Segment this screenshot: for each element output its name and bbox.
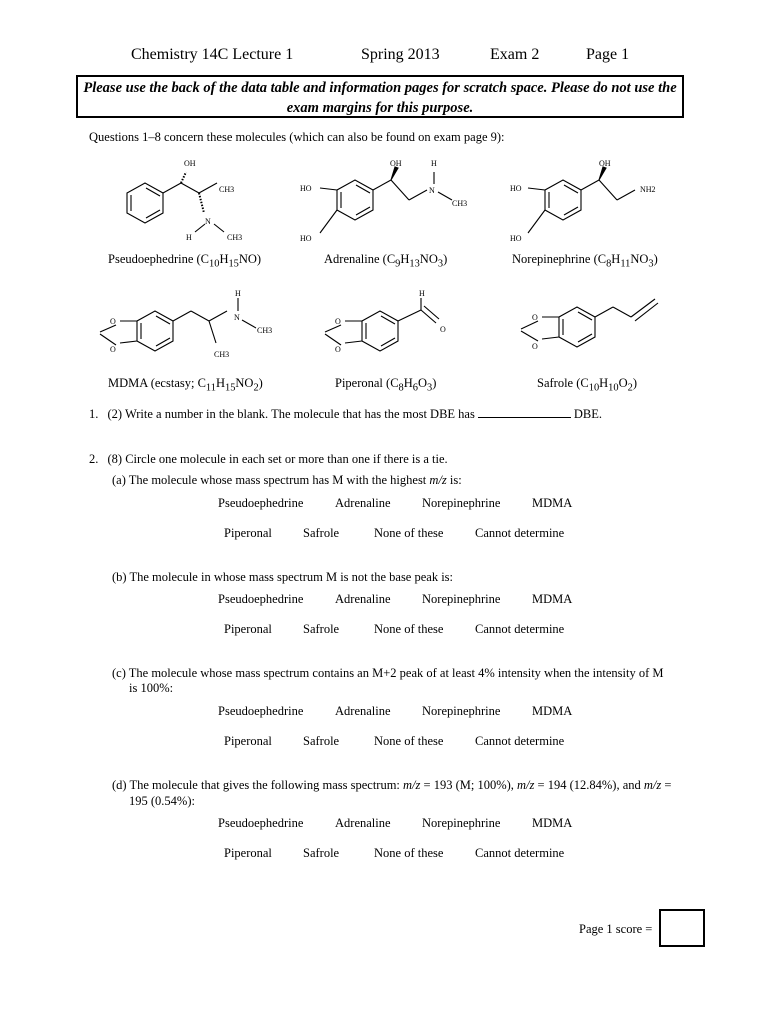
molecule-name-norepinephrine: Norepinephrine $(C_8H_{11}NO_3)$ xyxy=(512,252,658,270)
choice-safrole[interactable]: Safrole xyxy=(303,846,340,860)
choice-none[interactable]: None of these xyxy=(374,622,444,636)
question-number: 2. xyxy=(89,452,99,466)
svg-text:O: O xyxy=(335,345,341,354)
molecule-name-safrole: Safrole $(C_{10}H_{10}O_2)$ xyxy=(537,376,637,394)
choice-adrenaline[interactable]: Adrenaline xyxy=(335,704,391,718)
atom-label: OH xyxy=(184,159,196,168)
svg-text:H: H xyxy=(431,159,437,168)
choice-norepinephrine[interactable]: Norepinephrine xyxy=(422,816,501,830)
svg-text:O: O xyxy=(110,317,116,326)
exam-number: Exam 2 xyxy=(490,46,540,63)
choice-adrenaline[interactable]: Adrenaline xyxy=(335,496,391,510)
choice-none[interactable]: None of these xyxy=(374,734,444,748)
atom-label: CH3 xyxy=(227,233,243,242)
svg-text:CH3: CH3 xyxy=(257,326,273,335)
svg-text:N: N xyxy=(429,186,435,195)
question-2a: (a) The molecule whose mass spectrum has M with the highest m/z is: xyxy=(112,473,462,487)
atom-label: H xyxy=(186,233,192,242)
svg-text:N: N xyxy=(234,313,240,322)
svg-text:O: O xyxy=(532,342,538,351)
svg-text:HO: HO xyxy=(300,184,312,193)
course-title: Chemistry 14C Lecture 1 xyxy=(131,46,294,63)
svg-text:CH3: CH3 xyxy=(214,350,230,359)
choice-cannot-determine[interactable]: Cannot determine xyxy=(475,846,565,860)
choice-norepinephrine[interactable]: Norepinephrine xyxy=(422,496,501,510)
svg-text:H: H xyxy=(419,289,425,298)
questions-intro: Questions 1–8 concern these molecules (which can also be found on exam page 9): xyxy=(89,130,505,144)
svg-text:HO: HO xyxy=(510,184,522,193)
page-number: Page 1 xyxy=(586,46,630,63)
choice-piperonal[interactable]: Piperonal xyxy=(224,734,272,748)
choice-norepinephrine[interactable]: Norepinephrine xyxy=(422,592,501,606)
choice-mdma[interactable]: MDMA xyxy=(532,496,573,510)
question-2b: (b) The molecule in whose mass spectrum M is not the base peak is: xyxy=(112,570,454,584)
molecule-structures xyxy=(0,0,768,400)
svg-text:H: H xyxy=(235,289,241,298)
choice-none[interactable]: None of these xyxy=(374,846,444,860)
score-label: Page 1 score = xyxy=(579,922,653,936)
question-2d: (d) The molecule that gives the following mass spectrum: m/z = 193 (M; 100%), m/z = 194 (12.84%), and m/z = xyxy=(112,778,672,792)
svg-text:CH3: CH3 xyxy=(452,199,468,208)
atom-label: N xyxy=(205,217,211,226)
choice-mdma[interactable]: MDMA xyxy=(532,816,573,830)
svg-text:NH2: NH2 xyxy=(640,185,656,194)
answer-blank[interactable] xyxy=(478,407,571,418)
svg-text:O: O xyxy=(335,317,341,326)
molecule-name-adrenaline: Adrenaline $(C_9H_{13}NO_3)$ xyxy=(324,252,448,270)
svg-text:OH: OH xyxy=(599,159,611,168)
question-text: (8) Circle one molecule in each set or more than one if there is a tie. xyxy=(107,452,448,466)
choice-cannot-determine[interactable]: Cannot determine xyxy=(475,526,565,540)
choice-adrenaline[interactable]: Adrenaline xyxy=(335,816,391,830)
question-2c: (c) The molecule whose mass spectrum contains an M+2 peak of at least 4% intensity when the intensity of M xyxy=(112,666,664,680)
svg-text:HO: HO xyxy=(510,234,522,243)
svg-text:O: O xyxy=(440,325,446,334)
molecule-name-pseudoephedrine: Pseudoephedrine $(C_{10}H_{15}NO)$ xyxy=(108,252,262,270)
choice-pseudoephedrine[interactable]: Pseudoephedrine xyxy=(218,816,304,830)
choice-norepinephrine[interactable]: Norepinephrine xyxy=(422,704,501,718)
molecule-name-piperonal: Piperonal $(C_8H_6O_3)$ xyxy=(335,376,437,394)
atom-label: CH3 xyxy=(219,185,235,194)
choice-adrenaline[interactable]: Adrenaline xyxy=(335,592,391,606)
choice-safrole[interactable]: Safrole xyxy=(303,526,340,540)
scratch-space-notice: Please use the back of the data table and information pages for scratch space. Please do not use the exam margins for this purpose. xyxy=(76,75,684,118)
choice-pseudoephedrine[interactable]: Pseudoephedrine xyxy=(218,496,304,510)
question-2c-continued: is 100%: xyxy=(129,681,174,695)
choice-cannot-determine[interactable]: Cannot determine xyxy=(475,734,565,748)
choice-mdma[interactable]: MDMA xyxy=(532,592,573,606)
question-1: 1. (2) Write a number in the blank. The molecule that has the most DBE has DBE. xyxy=(89,407,602,421)
question-2d-continued: 195 (0.54%): xyxy=(129,794,195,808)
choice-piperonal[interactable]: Piperonal xyxy=(224,526,272,540)
choice-safrole[interactable]: Safrole xyxy=(303,622,340,636)
choice-mdma[interactable]: MDMA xyxy=(532,704,573,718)
question-2 xyxy=(89,452,448,467)
choice-pseudoephedrine[interactable]: Pseudoephedrine xyxy=(218,592,304,606)
svg-text:HO: HO xyxy=(300,234,312,243)
term: Spring 2013 xyxy=(361,46,440,63)
choice-safrole[interactable]: Safrole xyxy=(303,734,340,748)
svg-text:O: O xyxy=(532,313,538,322)
choice-cannot-determine[interactable]: Cannot determine xyxy=(475,622,565,636)
svg-text:OH: OH xyxy=(390,159,402,168)
molecule-name-mdma: MDMA (ecstasy; $C_{11}H_{15}NO_2$) xyxy=(108,376,263,394)
choice-piperonal[interactable]: Piperonal xyxy=(224,846,272,860)
choice-none[interactable]: None of these xyxy=(374,526,444,540)
svg-text:O: O xyxy=(110,345,116,354)
score-box[interactable] xyxy=(659,909,705,947)
question-number: 1. xyxy=(89,407,99,421)
choice-piperonal[interactable]: Piperonal xyxy=(224,622,272,636)
choice-pseudoephedrine[interactable]: Pseudoephedrine xyxy=(218,704,304,718)
question-text: (2) Write a number in the blank. The molecule that has the most DBE has xyxy=(107,407,475,421)
